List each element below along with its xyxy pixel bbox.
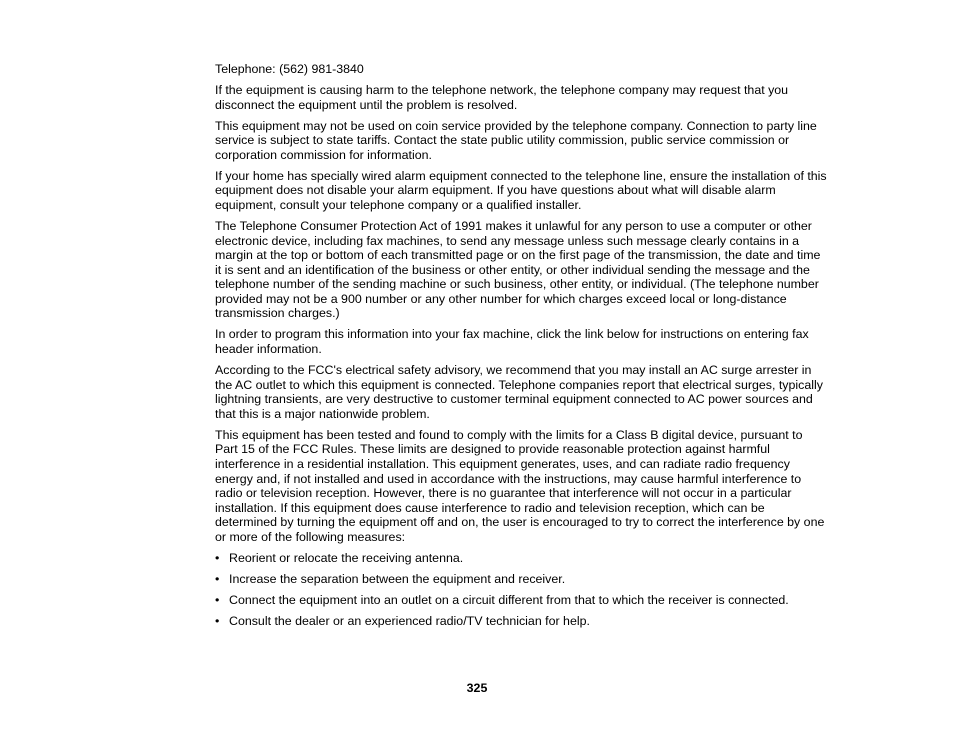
bullet-icon: • xyxy=(215,571,220,586)
telephone-line: Telephone: (562) 981-3840 xyxy=(215,62,364,76)
paragraph-fax-header: In order to program this information into your fax machine, click the link below for instructions on entering fax header information. xyxy=(215,327,809,357)
paragraph-consumer-protection-act: The Telephone Consumer Protection Act of 1991 makes it unlawful for any person to use a computer or other electronic device, including fax machines, to send any message unless such message clearly contains in a margin at the top or bottom of each transmitted page or on the first page of the transmission, the date and time it is sent and an identification of the business or other entity, or other individual sending the message and the telephone number of the sending machine or such business, other entity, or individual. (The telephone number provided may not be a 900 number or any other number for which charges exceed local or long-distance transmission charges.) xyxy=(215,218,821,321)
paragraph-alarm-equipment: If your home has specially wired alarm equipment connected to the telephone line, ensure the installation of this equipment does not disable your alarm equipment. If you have questions about what will disable alarm equipment, consult your telephone company or a qualified installer. xyxy=(215,168,827,212)
page-content xyxy=(215,62,827,635)
list-item-text: Consult the dealer or an experienced radio/TV technician for help. xyxy=(229,613,590,628)
list-item-text: Connect the equipment into an outlet on a circuit different from that to which the receiver is connected. xyxy=(229,592,789,607)
list-item xyxy=(215,614,827,629)
paragraph-coin-service: This equipment may not be used on coin service provided by the telephone company. Connection to party line service is subject to state tariffs. Contact the state public utility commission, public service commission or corporation commission for information. xyxy=(215,118,817,162)
paragraph-surge-advisory: According to the FCC's electrical safety advisory, we recommend that you may install an AC surge arrester in the AC outlet to which this equipment is connected. Telephone companies report that electrical surges, typically lightning transients, are very destructive to customer terminal equipment connected to AC power sources and that this is a major nationwide problem. xyxy=(215,363,823,421)
list-item-text: Reorient or relocate the receiving antenna. xyxy=(229,550,464,565)
paragraph-class-b-compliance: This equipment has been tested and found to comply with the limits for a Class B digital device, pursuant to Part 15 of the FCC Rules. These limits are designed to provide reasonable protection against harmful interference in a residential installation. This equipment generates, uses, and can radiate radio frequency energy and, if not installed and used in accordance with the instructions, may cause harmful interference to radio or television reception. However, there is no guarantee that interference will not occur in a particular installation. If this equipment does cause interference to radio and television reception, which can be determined by turning the equipment off and on, the user is encouraged to try to correct the interference by one or more of the following measures: xyxy=(215,427,825,544)
bullet-icon: • xyxy=(215,592,220,607)
list-item xyxy=(215,551,827,566)
bullet-icon: • xyxy=(215,613,220,628)
measures-list xyxy=(215,551,827,629)
list-item xyxy=(215,593,827,608)
bullet-icon: • xyxy=(215,550,220,565)
list-item xyxy=(215,572,827,587)
page-number: 325 xyxy=(466,681,488,695)
list-item-text: Increase the separation between the equipment and receiver. xyxy=(229,571,566,586)
paragraph-network-harm: If the equipment is causing harm to the telephone network, the telephone company may request that you disconnect the equipment until the problem is resolved. xyxy=(215,82,789,112)
